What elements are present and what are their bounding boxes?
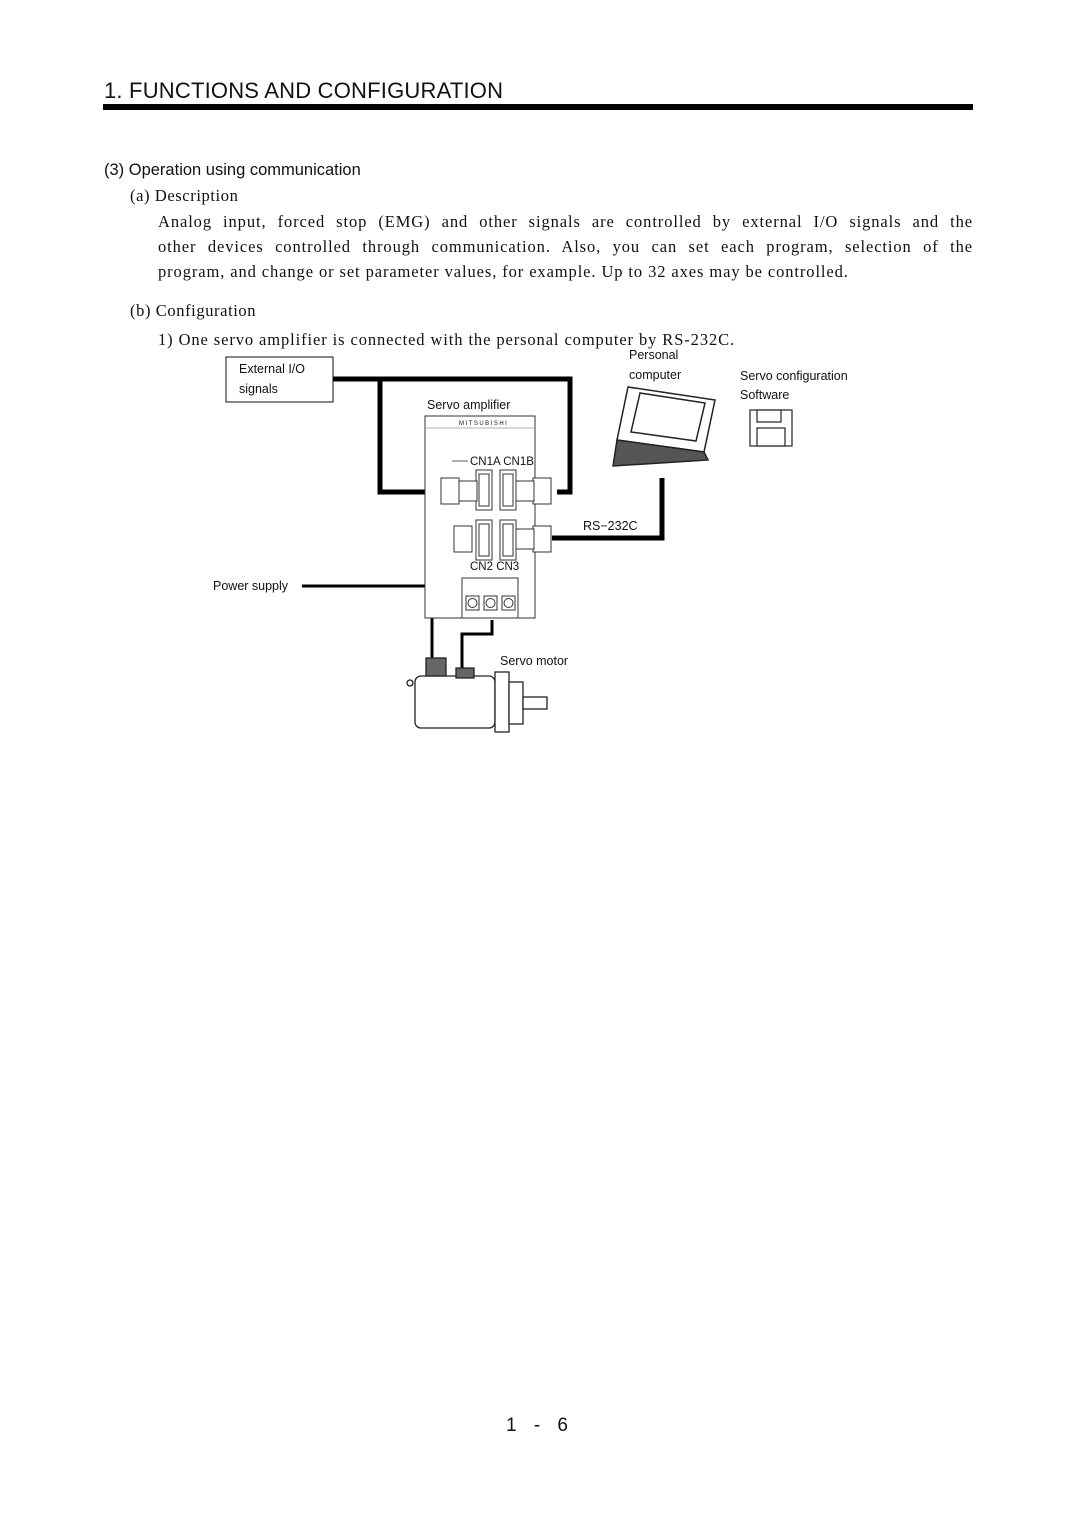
description-line: other devices controlled through communication. Also, you can set each program, selection of the xyxy=(158,237,973,256)
cn1-label: CN1A CN1B xyxy=(470,456,534,468)
external-io-label: signals xyxy=(239,382,278,396)
servo-motor-label: Servo motor xyxy=(500,654,569,668)
cn3-plug xyxy=(533,526,551,552)
power-supply-label: Power supply xyxy=(213,579,289,593)
configuration-heading: (b) Configuration xyxy=(130,301,257,320)
description-heading: (a) Description xyxy=(130,186,239,205)
cn1a-plug xyxy=(441,478,459,504)
servo-motor-icon xyxy=(407,658,547,732)
cn2-plug xyxy=(454,526,472,552)
floppy-disk-icon xyxy=(750,410,792,446)
rs232c-label: RS−232C xyxy=(583,519,638,533)
servo-amplifier-label: Servo amplifier xyxy=(427,398,511,412)
page-number: 1 - 6 xyxy=(505,1415,575,1436)
cn1b-plug xyxy=(533,478,551,504)
description-line: Analog input, forced stop (EMG) and other signals are controlled by external I/O signals and the xyxy=(158,212,973,231)
laptop-icon xyxy=(613,387,715,466)
personal-computer-label: Personal xyxy=(629,348,679,362)
brand-logo: MITSUBISHI xyxy=(459,421,509,427)
external-io-label: External I/O xyxy=(239,362,305,376)
servo-config-label: Software xyxy=(740,388,790,402)
cn2-label: CN2 CN3 xyxy=(470,561,520,573)
chapter-title: 1. FUNCTIONS AND CONFIGURATION xyxy=(104,78,504,103)
personal-computer-label: computer xyxy=(629,368,682,382)
servo-config-label: Servo configuration xyxy=(740,369,848,383)
motor-encoder-cable xyxy=(462,620,492,668)
configuration-item: 1) One servo amplifier is connected with the personal computer by RS-232C. xyxy=(158,330,736,349)
description-line: program, and change or set parameter values, for example. Up to 32 axes may be controlled. xyxy=(158,262,849,281)
section-heading: (3) Operation using communication xyxy=(104,161,361,179)
